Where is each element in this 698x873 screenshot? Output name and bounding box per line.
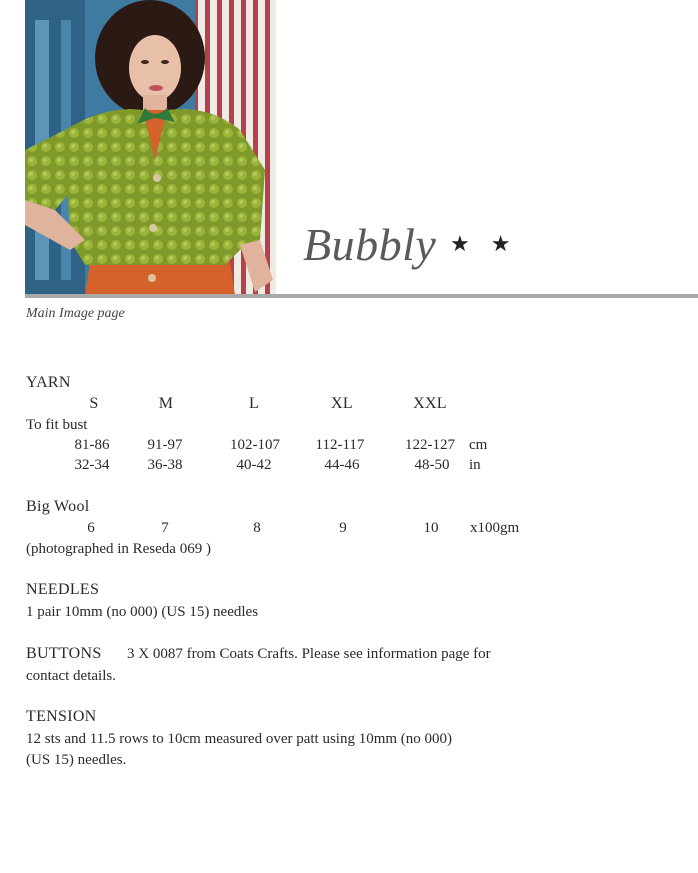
bust-in-m: 36-38 — [147, 457, 183, 473]
size-s: S — [89, 395, 99, 412]
fit-bust-label: To fit bust — [26, 417, 88, 433]
in-unit: in — [469, 457, 481, 473]
yarn-heading: YARN — [26, 374, 71, 391]
buttons-heading: BUTTONS — [26, 645, 102, 662]
bust-in-s: 32-34 — [74, 457, 110, 473]
size-xl: XL — [331, 395, 353, 412]
tension-heading: TENSION — [26, 708, 97, 725]
wool-l: 8 — [253, 520, 261, 536]
tension-line2: (US 15) needles. — [26, 752, 127, 768]
bust-cm-m: 91-97 — [147, 437, 183, 453]
cm-unit: cm — [469, 437, 488, 453]
wool-s: 6 — [87, 520, 95, 536]
buttons-text: 3 X 0087 from Coats Crafts. Please see information page for — [127, 646, 491, 662]
header-divider — [25, 294, 698, 298]
tension-line1: 12 sts and 11.5 rows to 10cm measured over patt using 10mm (no 000) — [26, 731, 453, 747]
bust-in-xxl: 48-50 — [414, 457, 450, 473]
wool-m: 7 — [161, 520, 169, 536]
pattern-title: Bubbly — [303, 219, 437, 270]
wool-xxl: 10 — [423, 520, 439, 536]
bust-cm-l: 102-107 — [230, 437, 280, 453]
bust-cm-xl: 112-117 — [315, 437, 365, 453]
bust-cm-xxl: 122-127 — [405, 437, 455, 453]
buttons-text-cont: contact details. — [26, 668, 116, 684]
bust-in-xl: 44-46 — [324, 457, 360, 473]
image-caption: Main Image page — [26, 306, 125, 321]
bust-in-l: 40-42 — [236, 457, 272, 473]
size-xxl: XXL — [413, 395, 447, 412]
difficulty-stars: ★ ★ — [450, 232, 518, 257]
photographed-note: (photographed in Reseda 069 ) — [26, 541, 211, 557]
size-l: L — [248, 395, 260, 412]
wool-xl: 9 — [339, 520, 347, 536]
bust-cm-s: 81-86 — [74, 437, 110, 453]
needles-text: 1 pair 10mm (no 000) (US 15) needles — [26, 604, 259, 620]
needles-heading: NEEDLES — [26, 581, 100, 598]
wool-unit: x100gm — [470, 520, 520, 536]
size-m: M — [158, 395, 174, 412]
wool-label: Big Wool — [26, 498, 90, 515]
main-photo — [25, 0, 276, 295]
